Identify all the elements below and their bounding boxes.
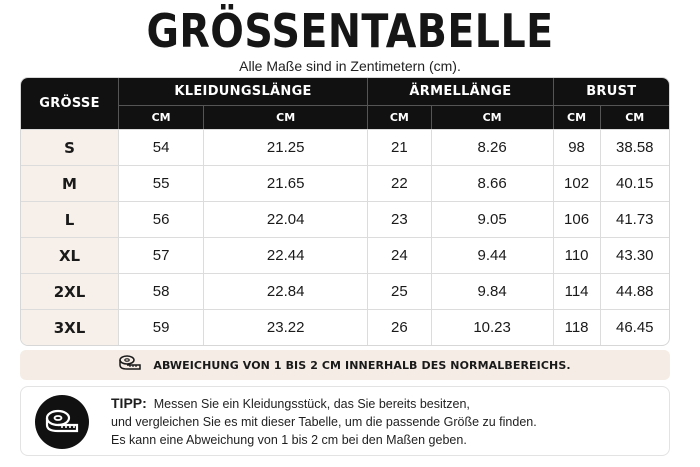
- table-cell: 22.84: [203, 273, 367, 309]
- table-cell: 58: [118, 273, 203, 309]
- unit-header: CM: [553, 105, 600, 129]
- table-cell: 38.58: [600, 129, 669, 165]
- table-cell: 55: [118, 165, 203, 201]
- table-cell: 21.25: [203, 129, 367, 165]
- unit-header: CM: [118, 105, 203, 129]
- tip-line-3: Es kann eine Abweichung von 1 bis 2 cm bei den Maßen geben.: [111, 433, 467, 447]
- tip-line-1: Messen Sie ein Kleidungsstück, das Sie bereits besitzen,: [153, 397, 470, 411]
- table-cell: 23: [367, 201, 430, 237]
- table-cell: 8.26: [431, 129, 553, 165]
- tip-box: [20, 386, 670, 456]
- unit-header: CM: [367, 105, 430, 129]
- table-row: [21, 237, 669, 273]
- table-cell: 25: [367, 273, 430, 309]
- deviation-note: [20, 350, 670, 380]
- table-cell: 21: [367, 129, 430, 165]
- table-cell: 10.23: [431, 309, 553, 345]
- table-cell: 26: [367, 309, 430, 345]
- page-subtitle: Alle Maße sind in Zentimetern (cm).: [239, 58, 461, 74]
- table-cell: 23.22: [203, 309, 367, 345]
- size-label: 2XL: [21, 273, 118, 309]
- unit-header: CM: [203, 105, 367, 129]
- table-cell: 56: [118, 201, 203, 237]
- table-cell: 43.30: [600, 237, 669, 273]
- table-cell: 46.45: [600, 309, 669, 345]
- size-label: M: [21, 165, 118, 201]
- table-cell: 21.65: [203, 165, 367, 201]
- tip-line-2: und vergleichen Sie es mit dieser Tabelle, um die passende Größe zu finden.: [111, 415, 537, 429]
- table-row: [21, 129, 669, 165]
- tip-label: TIPP:: [111, 395, 147, 411]
- table-cell: 41.73: [600, 201, 669, 237]
- table-cell: 8.66: [431, 165, 553, 201]
- group-header-sleeve: ÄRMELLÄNGE: [367, 78, 552, 105]
- size-label: 3XL: [21, 309, 118, 345]
- table-cell: 9.05: [431, 201, 553, 237]
- group-header-length: KLEIDUNGSLÄNGE: [118, 78, 367, 105]
- group-header-chest: BRUST: [553, 78, 669, 105]
- table-cell: 22.04: [203, 201, 367, 237]
- unit-header: CM: [600, 105, 669, 129]
- table-row: [21, 201, 669, 237]
- page-title: GRÖSSENTABELLE: [146, 4, 554, 58]
- size-label: S: [21, 129, 118, 165]
- size-column-header: GRÖSSE: [21, 78, 118, 129]
- table-cell: 9.44: [431, 237, 553, 273]
- measuring-tape-icon: [119, 354, 141, 377]
- table-row: [21, 309, 669, 345]
- table-row: [21, 273, 669, 309]
- tip-text: [111, 394, 661, 449]
- size-label: L: [21, 201, 118, 237]
- table-cell: 54: [118, 129, 203, 165]
- table-cell: 22: [367, 165, 430, 201]
- size-label: XL: [21, 237, 118, 273]
- unit-header: CM: [431, 105, 553, 129]
- table-cell: 98: [553, 129, 600, 165]
- table-cell: 24: [367, 237, 430, 273]
- table-cell: 44.88: [600, 273, 669, 309]
- table-cell: 114: [553, 273, 600, 309]
- measuring-tape-icon: [35, 395, 89, 449]
- table-cell: 110: [553, 237, 600, 273]
- deviation-text: ABWEICHUNG VON 1 BIS 2 CM INNERHALB DES NORMALBEREICHS.: [153, 358, 571, 372]
- table-cell: 59: [118, 309, 203, 345]
- size-chart-table: [20, 77, 670, 346]
- table-cell: 106: [553, 201, 600, 237]
- table-cell: 22.44: [203, 237, 367, 273]
- table-cell: 102: [553, 165, 600, 201]
- table-cell: 9.84: [431, 273, 553, 309]
- table-cell: 40.15: [600, 165, 669, 201]
- table-cell: 57: [118, 237, 203, 273]
- table-cell: 118: [553, 309, 600, 345]
- table-row: [21, 165, 669, 201]
